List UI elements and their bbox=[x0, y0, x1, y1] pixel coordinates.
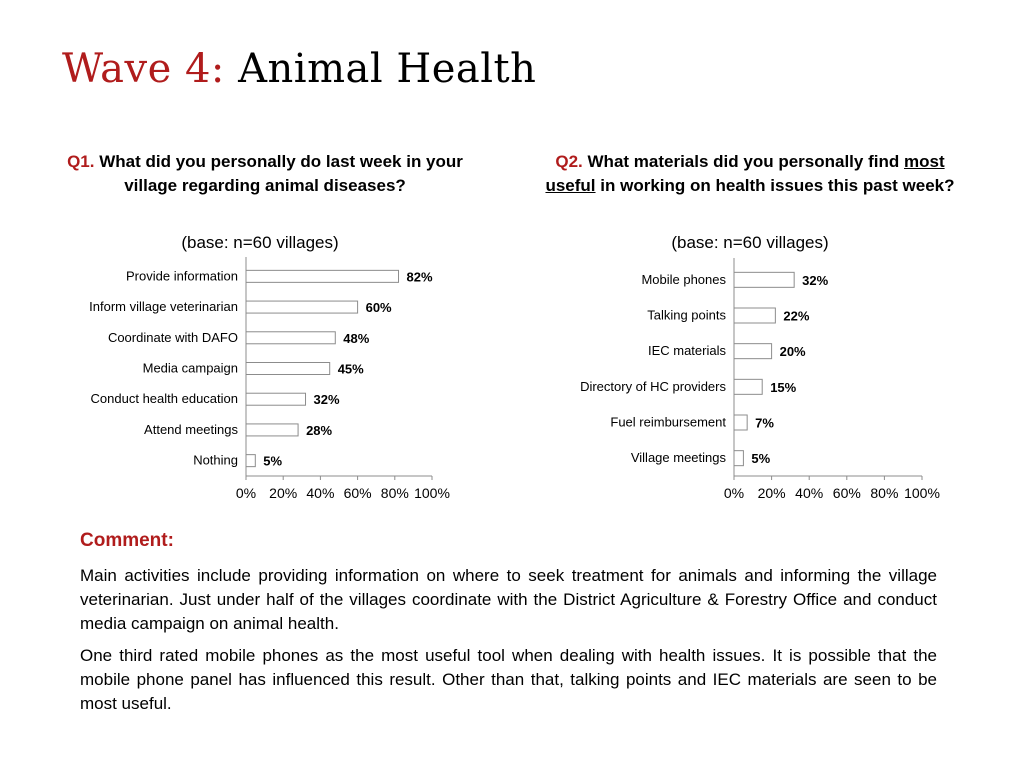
category-label: Directory of HC providers bbox=[580, 378, 726, 394]
question-2 bbox=[540, 150, 960, 198]
value-label: 20% bbox=[779, 344, 806, 360]
x-tick-label: 60% bbox=[832, 485, 861, 501]
x-tick-label: 80% bbox=[380, 485, 409, 501]
question-2-base: (base: n=60 villages) bbox=[671, 233, 829, 252]
bar bbox=[246, 424, 298, 436]
category-label: Nothing bbox=[193, 452, 238, 468]
x-tick-label: 0% bbox=[723, 485, 745, 501]
slide-title bbox=[62, 46, 536, 92]
bar bbox=[246, 393, 306, 405]
question-1-base: (base: n=60 villages) bbox=[181, 233, 339, 252]
question-2-text-underlined: most useful bbox=[545, 152, 945, 195]
bar bbox=[246, 332, 335, 344]
value-label: 60% bbox=[365, 300, 392, 316]
value-label: 7% bbox=[755, 415, 774, 431]
value-label: 82% bbox=[406, 269, 433, 285]
bar bbox=[246, 301, 358, 313]
x-tick-label: 60% bbox=[343, 485, 372, 501]
x-tick-label: 0% bbox=[235, 485, 257, 501]
value-label: 48% bbox=[343, 330, 370, 346]
bar bbox=[734, 344, 772, 359]
question-2-text-after: in working on health issues this past week? bbox=[600, 176, 955, 195]
bar bbox=[246, 455, 255, 467]
question-1-text: What did you personally do last week in your village regarding animal diseases? bbox=[99, 152, 463, 195]
x-tick-label: 100% bbox=[414, 485, 450, 501]
x-tick-label: 100% bbox=[904, 485, 940, 501]
question-1 bbox=[50, 150, 480, 198]
category-label: Attend meetings bbox=[144, 421, 238, 437]
value-label: 45% bbox=[337, 361, 364, 377]
category-label: Coordinate with DAFO bbox=[107, 329, 238, 345]
x-tick-label: 20% bbox=[269, 485, 298, 501]
comment-title: Comment: bbox=[80, 530, 174, 551]
category-label: Conduct health education bbox=[90, 391, 238, 407]
question-2-number: Q2. bbox=[555, 152, 583, 171]
x-tick-label: 80% bbox=[870, 485, 899, 501]
x-tick-label: 40% bbox=[306, 485, 335, 501]
bar bbox=[246, 363, 330, 375]
comment-paragraph-2: One third rated mobile phones as the most useful tool when dealing with health issues. It is possible that the mobile phone panel has influenced this result. Other than that, talking points and IEC materials are seen to be most useful. bbox=[80, 646, 937, 713]
value-label: 5% bbox=[263, 453, 283, 469]
chart-q2-materials bbox=[530, 258, 950, 513]
bar bbox=[734, 451, 743, 466]
category-label: Village meetings bbox=[630, 450, 726, 466]
category-label: Media campaign bbox=[142, 360, 238, 376]
category-label: IEC materials bbox=[647, 343, 726, 359]
category-label: Fuel reimbursement bbox=[610, 414, 726, 430]
bar bbox=[734, 308, 775, 323]
chart-q1-activities bbox=[40, 258, 460, 513]
bar bbox=[246, 270, 399, 282]
title-main: Animal Health bbox=[238, 46, 537, 92]
value-label: 32% bbox=[313, 392, 340, 408]
title-prefix: Wave 4: bbox=[62, 46, 225, 92]
comment-paragraph-1: Main activities include providing information on where to seek treatment for animals and informing the village veterinarian. Just under half of the villages coordinate with the District Agriculture & Forestry Office and conduct media campaign on animal health. bbox=[80, 566, 937, 633]
category-label: Mobile phones bbox=[641, 271, 726, 287]
question-2-text-before: What materials did you personally find bbox=[587, 152, 900, 171]
value-label: 22% bbox=[783, 308, 810, 324]
bar bbox=[734, 379, 762, 394]
value-label: 15% bbox=[770, 379, 797, 395]
question-1-number: Q1. bbox=[67, 152, 95, 171]
category-label: Inform village veterinarian bbox=[89, 299, 238, 315]
value-label: 32% bbox=[802, 272, 829, 288]
x-tick-label: 20% bbox=[757, 485, 786, 501]
category-label: Provide information bbox=[126, 268, 238, 284]
value-label: 28% bbox=[306, 422, 333, 438]
value-label: 5% bbox=[751, 451, 771, 467]
bar bbox=[734, 272, 794, 287]
x-tick-label: 40% bbox=[795, 485, 824, 501]
bar bbox=[734, 415, 747, 430]
category-label: Talking points bbox=[647, 307, 726, 323]
